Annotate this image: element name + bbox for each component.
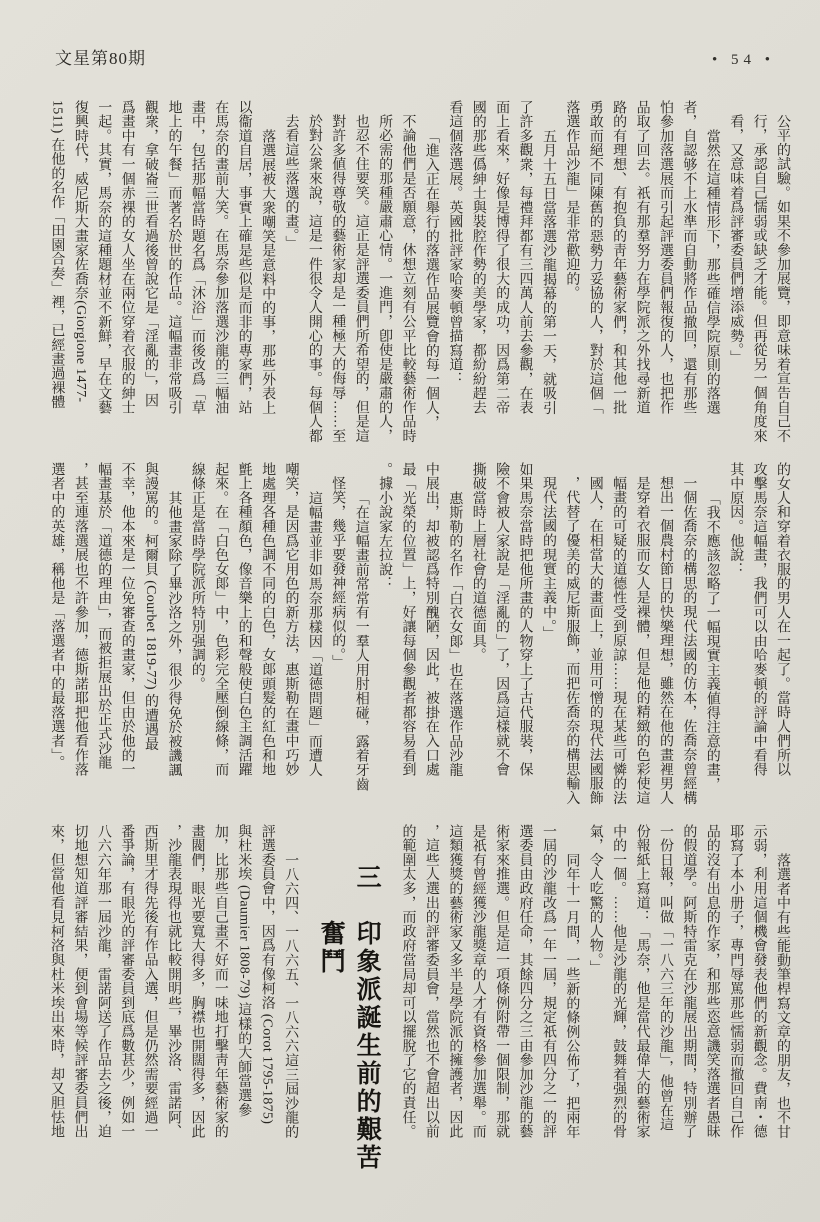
text-column: 選委員由政府任命，其餘四分之三由參加沙龍的藝 xyxy=(517,824,533,1139)
text-column: 所必需的那種嚴肅心情。一進門，卽使是嚴肅的人， xyxy=(377,114,393,443)
text-column: 復興時代，威尼斯大畫家佐喬奈(Giorgione 1477- xyxy=(72,100,88,403)
text-column: 行，承認自己懦弱或缺乏才能。但再從另一個角度來 xyxy=(751,114,767,443)
text-column: 一個佐喬奈的構思的現代法國的仿本，佐喬奈曾經構 xyxy=(681,476,697,805)
bottom-right-paragraphs xyxy=(396,824,794,1182)
text-column: 1511) 在他的名作「田園合奏」裡，已經畫過裸體 xyxy=(49,100,65,410)
text-column: 也忍不住要笑。這正是評選委員們所希望的，但是這 xyxy=(353,114,369,443)
text-column: 了許多觀衆，每禮拜都有三四萬人前去參觀，在表 xyxy=(517,100,533,415)
text-column: 的範圍太多，而政府當局却可以擺脫了它的責任。 xyxy=(400,824,416,1139)
text-column: 畫中，包括那幅當時題名爲「沐浴」而後改爲「草 xyxy=(189,100,205,415)
text-column: 與謾罵的。柯爾貝 (Courbet 1819-77) 的遭遇最 xyxy=(143,462,159,751)
text-column: 氈上各種顏色，像音樂上的和聲般使白色主調活躍 xyxy=(236,462,252,777)
text-column: 想出一個農村節日的快樂理想，雖然在他的畫裡男人 xyxy=(657,476,673,805)
text-column: 公平的試驗。如果不參加展覽，即意味着宣告自己不 xyxy=(775,114,790,443)
text-column: 地處理各種色調不同的白色，女郞頭髮的紅色和地 xyxy=(260,462,276,777)
text-column: 五月十五日當落選沙龍揭幕的第一天，就吸引 xyxy=(540,129,556,415)
text-column: 觀衆，拿破崙三世看過後曾說它是「淫亂的」，因 xyxy=(143,100,159,408)
text-block-middle xyxy=(42,462,794,820)
section-heading-line2: 奮鬥 xyxy=(317,920,345,976)
text-column: 一屆的沙龍改爲一年一屆，規定祇有四分之一的評 xyxy=(540,824,556,1139)
text-column: 怪笑，幾乎要發神經病似的。」 xyxy=(330,476,346,670)
text-column: 品取了回去。祇有那羣努力在學院派之外找尋新道 xyxy=(634,100,650,415)
text-column: 中展出，却被認爲特別醜陋，因此，被掛在入口處 xyxy=(423,462,439,777)
text-column: 品的沒有出息的作家，和那些恣意譏笑落選者愚昧 xyxy=(704,824,720,1139)
text-column: 份報紙上寫道：「馬奈，他是當代最偉大的藝術家 xyxy=(634,824,650,1139)
text-column: 攻擊馬奈這幅畫，我們可以由哈麥頓的評論中看得 xyxy=(751,462,767,777)
text-column: 八六六年那一屆沙龍，雷諾阿送了作品去之後，迫 xyxy=(95,824,111,1139)
section-heading-line1: 三 印象派誕生前的艱苦 xyxy=(353,864,381,1172)
text-column: 勇敢而絕不同陳舊的惡勢力妥協的人，對於這個「 xyxy=(587,100,603,415)
text-column: 國的那些僞紳士與裝腔作勢的美學家，都紛紛趕去 xyxy=(470,100,486,415)
text-block-top xyxy=(42,100,794,458)
text-column: 與杜米埃 (Daumier 1808-79) 這樣的大師當選參 xyxy=(236,824,252,1117)
page-header xyxy=(55,44,775,69)
text-column: ，這些人選出的評審委員會，當然也不會超出以前 xyxy=(423,824,439,1139)
text-column: 現代法國的現實主義中。」 xyxy=(540,476,556,641)
text-column: 於對公衆來說，這是一件很令人開心的事。每個人都 xyxy=(306,114,322,443)
text-column: 的假道學。阿斯特雷克在沙龍展出期間，特別辦了 xyxy=(681,824,697,1139)
journal-title: 文星第80期 xyxy=(55,49,146,68)
text-column: 落選者中有些能動筆桿寫文章的朋友，也不甘 xyxy=(775,853,790,1139)
text-column: 。據小說家左拉說： xyxy=(377,462,393,591)
text-column: 一八六四、一八六五、一八六六這三屆沙龍的 xyxy=(283,853,299,1139)
page-number: • 54 • xyxy=(711,52,775,68)
text-column: 氣，令人吃驚的人物。」 xyxy=(587,824,603,975)
text-column: ，沙龍表現得也就比較開明些，畢沙洛、雷諾阿、 xyxy=(166,824,182,1139)
text-column: 國人，在相當大的畫面上，並用可憎的現代法國服飾 xyxy=(587,476,603,805)
text-column: 示弱，利用這個機會發表他們的新觀念。費南・德 xyxy=(751,824,767,1139)
text-column: 落選作品沙龍」是非常歡迎的。 xyxy=(564,100,580,301)
text-column: 「在這幅畫前常常有一羣人用肘相碰，露着牙齒 xyxy=(353,491,369,792)
text-column: 耶寫了本小册子，專門辱罵那些懦弱而撤回自己作 xyxy=(728,824,744,1139)
text-column: 切地想知道評審結果，便到會場等候評審委員們出 xyxy=(72,824,88,1139)
text-column: 這類獲獎的藝術家又多半是學院派的擁護者，因此 xyxy=(447,824,463,1139)
text-column: 當然在這種情形下，那些確信學院原則的落選 xyxy=(704,129,720,415)
text-column: 地上的午餐」而著名於世的作品。這幅畫非常吸引 xyxy=(166,100,182,415)
text-column: 起來。在「白色女郞」中，色彩完全壓倒線條，而 xyxy=(213,462,229,777)
text-column: 一份日報，叫做「一八六三年的沙龍」，他曾在這 xyxy=(657,824,673,1132)
text-column: 一起。其實，馬奈的這種題材並不新鮮，早在文藝 xyxy=(96,100,112,415)
text-column: 線條正是當時學院派所特別强調的。 xyxy=(189,462,205,691)
text-column: 在馬奈的畫前大笑。在馬奈參加落選沙龍的三幅油 xyxy=(213,100,229,415)
text-column: 畫閥們，眼光要寬大得多，胸襟也開闊得多，因此 xyxy=(189,824,205,1139)
text-column: 險不會被人家說是「淫亂的」了，因爲這樣就不會 xyxy=(494,462,510,777)
text-column: 「我不應該忽略了一幅現實主義値得注意的畫， xyxy=(704,491,720,792)
text-column: ，代替了優美的威尼斯服飾，而把佐喬奈的構思輸入 xyxy=(564,476,580,805)
text-column: 西斯里才得先後有作品入選，但是仍然需要經過一 xyxy=(142,824,158,1139)
text-column: 看，又意味着爲評審委員們增添威勢。」 xyxy=(728,114,744,365)
section-heading xyxy=(312,824,384,1182)
text-column: 幅畫的可疑的道德性受到原諒……現在某些可憐的法 xyxy=(611,476,627,805)
text-column: 落選展被大衆嘲笑是意料中的事，那些外表上 xyxy=(260,129,276,415)
text-column: 面上看來，好像是博得了很大的成功，因爲第二帝 xyxy=(494,100,510,415)
text-column: 以衞道自居，事實上確是些似是而非的專家們，站 xyxy=(236,100,252,415)
text-column: 術家來推選。但是這一項條例附帶一個限制，那就 xyxy=(494,824,510,1139)
text-column: 怕參加落選展而引起評選委員們報復的人，也把作 xyxy=(657,100,673,415)
text-column: 嘲笑，是因爲它用色的新方法，惠斯勒在畫中巧妙 xyxy=(283,462,299,777)
text-column: 的女人和穿着衣服的男人在一起了。當時人們所以 xyxy=(775,462,790,777)
text-column: 來，但當他看見柯洛與杜米埃出來時，却又胆怯地 xyxy=(49,824,65,1139)
text-column: 看這個落選展。英國批評家哈麥頓曾描寫道： xyxy=(447,100,463,386)
text-column: 「進入正在舉行的落選作品展覽會的每一個人， xyxy=(423,129,439,430)
text-column: 惠斯勒的名作「白衣女郞」也在落選作品沙龍 xyxy=(447,491,463,777)
text-column: 評選委員會中，因爲有像柯洛 (Corot 1795-1875) xyxy=(259,824,275,1125)
text-column: 其他畫家除了畢沙洛之外，很少得免於被譏諷 xyxy=(166,491,182,777)
text-column: 是穿着衣服而女人是裸體，但是他的精緻的色彩使這 xyxy=(634,476,650,805)
text-column: 選者中的英雄，稱他是「落選者中的最落選者」。 xyxy=(49,462,65,770)
text-column: 中的一個。……他是沙龍的光輝，鼓舞着强烈的骨 xyxy=(611,824,627,1139)
text-column: 者，自認够不上水準而自動將作品撤回，還有那些 xyxy=(681,100,697,415)
text-column: 同年十一月間，一些新的條例公佈了，把兩年 xyxy=(564,853,580,1139)
text-block-bottom xyxy=(42,824,794,1182)
text-column: 幅畫基於「道德的理由」，而被拒展出於正式沙龍 xyxy=(96,462,112,770)
text-column: 這幅畫並非如馬奈那樣因「道德問題」而遭人 xyxy=(306,491,322,777)
text-column: 是祇有曾經獲沙龍獎章的人才有資格參加選舉。而 xyxy=(470,824,486,1139)
text-column: 撕破當時上層社會的道德面具。 xyxy=(470,462,486,663)
text-column: 番爭論，有眼光的評審委員到底爲數甚少，例如一 xyxy=(119,824,135,1139)
text-column: 路的有理想、有抱負的靑年藝術家們，和其他一批 xyxy=(611,100,627,415)
text-column: 不論他們是否願意，休想立刻有公平比較藝術作品時 xyxy=(400,114,416,443)
text-column: 其中原因。他說： xyxy=(728,462,744,577)
text-column: 對許多値得尊敬的藝術家却是一種極大的侮辱……至 xyxy=(330,114,346,443)
text-column: 不幸，他本來是一位免審查的畫家，但由於他的一 xyxy=(119,462,135,777)
text-column: 最「光榮的位置」上，好讓每個參觀者都容易看到 xyxy=(400,462,416,777)
text-column: 如果馬奈當時把他所畫的人物穿上了古代服裝，保 xyxy=(517,462,533,777)
text-column: ，甚至連落選展也不許參加，德斯諾耶把他看作落 xyxy=(72,462,88,777)
text-column: 爲畫中有一個赤裸的女人坐在兩位穿着衣服的紳士 xyxy=(119,100,135,415)
text-column: 去看這些落選的畫。」 xyxy=(283,114,299,250)
text-column: 加，比那些自己畫不好而一味地打擊靑年藝術家的 xyxy=(212,824,228,1139)
bottom-left-paragraphs xyxy=(45,824,302,1182)
